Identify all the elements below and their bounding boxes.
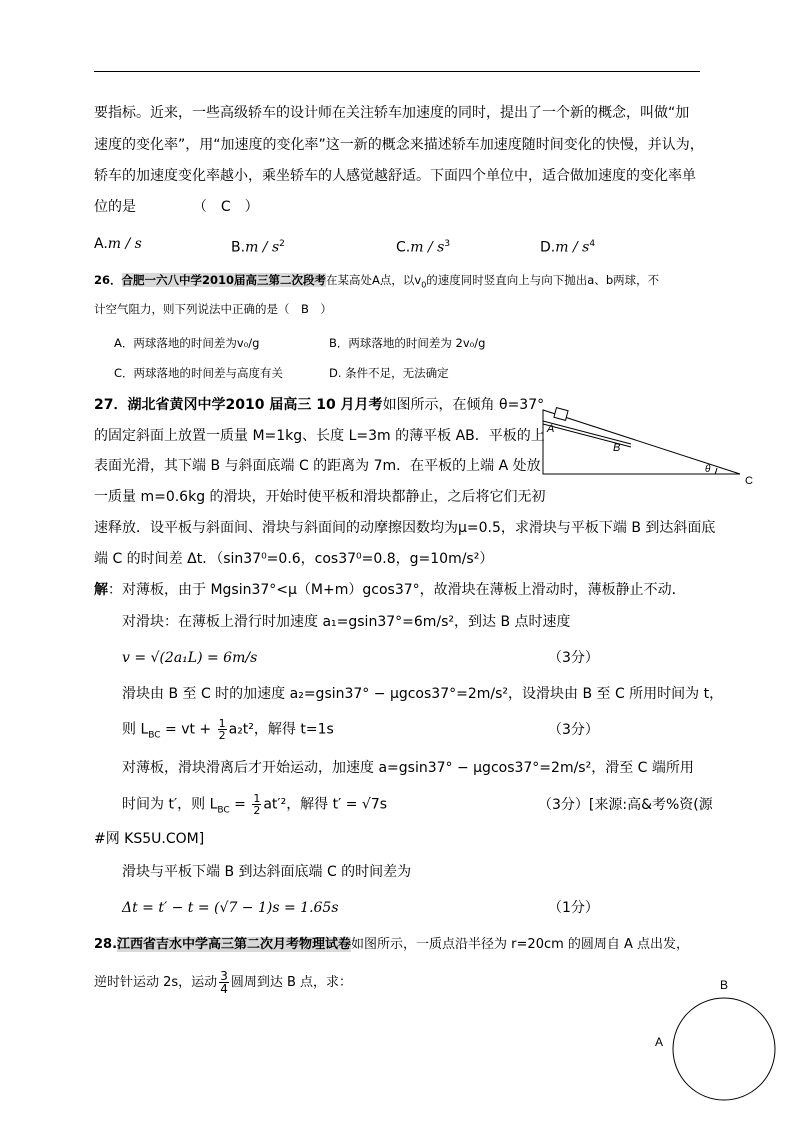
q27-source: 湖北省黄冈中学2010 届高三 10 月月考 [127,397,383,413]
label-a-point: A [655,1035,664,1049]
q25-line4-text: 位的是 [94,199,136,215]
q25-line2: 速度的变化率”，用“加速度的变化率”这一新的概念来描述轿车加速度随时间变化的快慢，并认为， [94,137,704,153]
q26-option-a: A．两球落地的时间差为v₀/g [114,336,260,350]
q27-line5: 速释放．设平板与斜面间、滑块与斜面间的动摩擦因数均为μ=0.5，求滑块与平板下端 B 到达斜面底 [94,520,716,536]
sol-line3: 滑块由 B 至 C 时的加速度 a₂=gsin37° − μgcos37°=2m/s²，设滑块由 B 至 C 所用时间为 t， [122,686,724,702]
sol-eq1 [122,648,257,668]
label-theta: θ [705,464,711,475]
q26-option-d: D. 条件不足，无法确定 [329,366,449,380]
sol-eq2: 则 $L_{BC}$ = vt + $\frac{1}{2}$ a₂t²，解得 t=1s [122,717,334,742]
label-b-point: B [720,978,729,992]
q28-line1 [94,935,689,955]
q25-option-d: $D.m / s^4$ [540,239,596,256]
q26-stem-a: 在某高处A点，以v [326,273,422,287]
q27-line1 [94,395,544,415]
q26-stem-b: 的速度同时竖直向上与向下抛出a、b两球，不 [426,273,660,287]
q26-line1 [94,270,659,295]
q25-line4 [94,197,259,217]
q26-option-c: C．两球落地的时间差与高度有关 [114,366,284,380]
q25-answer: （ C ） [192,199,259,215]
q25-line3: 轿车的加速度变化率越小，乘坐轿车的人感觉越舒适。下面四个单位中，适合做加速度的变化率单 [94,168,696,184]
incline-figure [535,400,765,490]
q25-option-a: A.m / s [94,236,142,252]
sol-eq4 [122,898,339,918]
q27-number: 27． [94,397,128,413]
q27-line3: 表面光滑，其下端 B 与斜面底端 C 的距离为 7m．在平板的上端 A 处放 [94,458,541,474]
sol-score2: （3分） [548,722,599,738]
q27-line4: 一质量 m=0.6kg 的滑块，开始时使平板和滑块都静止，之后将它们无初 [94,489,546,505]
q28-number: 28. [94,937,118,952]
sol-score4: （1分） [548,900,599,916]
q25-option-b: $B.m / s^2$ [231,239,285,256]
sol-eq1-text: v = √(2a₁L) = 6m/s [122,650,258,666]
sol-line4: 对薄板，滑块滑离后才开始运动，加速度 a=gsin37° − μgcos37°=2m/s²，滑至 C 端所用 [122,760,694,776]
sol-jie: 解 [94,582,108,598]
incline-triangle [543,410,740,474]
label-b: B [613,442,621,454]
sol-line1-text: ：对薄板，由于 Mgsin37°<μ（M+m）gcos37°，故滑块在薄板上滑动时，薄板静止不动． [108,582,686,598]
sol-score3: （3分）[来源:高&考%资(源 [538,797,713,813]
sol-eq2-frac: $\frac{1}{2}$ [218,717,226,742]
sol-score1: （3分） [548,650,599,666]
q25-line1: 要指标。近来，一些高级轿车的设计师在关注轿车加速度的同时，提出了一个新的概念，叫做“加 [94,105,690,121]
slider-block [554,408,568,421]
header-rule [94,71,700,72]
circle-path [673,998,775,1100]
q27-line1-rest: 如图所示，在倾角 θ=37° [382,397,545,413]
q27-line6: 端 C 的时间差 Δt．（sin37⁰=0.6，cos37⁰=0.8，g=10m/s²） [94,551,494,567]
sol-line1 [94,580,686,600]
q26-source: 合肥一六八中学2010届高三第二次段考 [121,273,327,287]
q28-line1-rest: 如图所示，一质点沿半径为 r=20cm 的圆周自 A 点出发， [351,937,690,952]
q26-stem-sub: 0 [421,280,427,290]
q25-option-c: $C.m / s^3$ [396,239,451,256]
sol-line2: 对滑块：在薄板上滑行时加速度 a₁=gsin37°=6m/s²，到达 B 点时速度 [122,614,571,630]
sol-eq3: 时间为 t′，则 $L_{BC}$ = $\frac{1}{2}$ at′²，解得 t′ = √7s [122,792,388,817]
angle-arc [715,468,717,474]
sol-eq3-frac: $\frac{1}{2}$ [253,792,261,817]
q28-line2: 逆时针运动 2s，运动 $\frac{3}{4}$ 圆周到达 B 点，求： [94,969,353,996]
q27-line2: 的固定斜面上放置一质量 M=1kg、长度 L=3m 的薄平板 AB．平板的上 [94,428,545,444]
q26-number: 26． [94,273,122,287]
circle-figure [645,975,785,1105]
q28-source: 江西省吉水中学高三第二次月考物理试卷 [117,937,352,952]
sol-line6: 滑块与平板下端 B 到达斜面底端 C 的时间差为 [122,864,412,880]
label-a: A [547,423,555,435]
q26-option-b: B．两球落地的时间差为 2v₀/g [329,336,486,350]
sol-line5: #网 KS5U.COM] [94,831,205,847]
q26-line2: 计空气阻力，则下列说法中正确的是（ B ） [94,302,332,316]
sol-eq4-text: Δt = t′ − t = (√7 − 1)s = 1.65s [122,900,339,916]
label-c: C [745,475,753,487]
q28-frac: $\frac{3}{4}$ [220,969,228,996]
